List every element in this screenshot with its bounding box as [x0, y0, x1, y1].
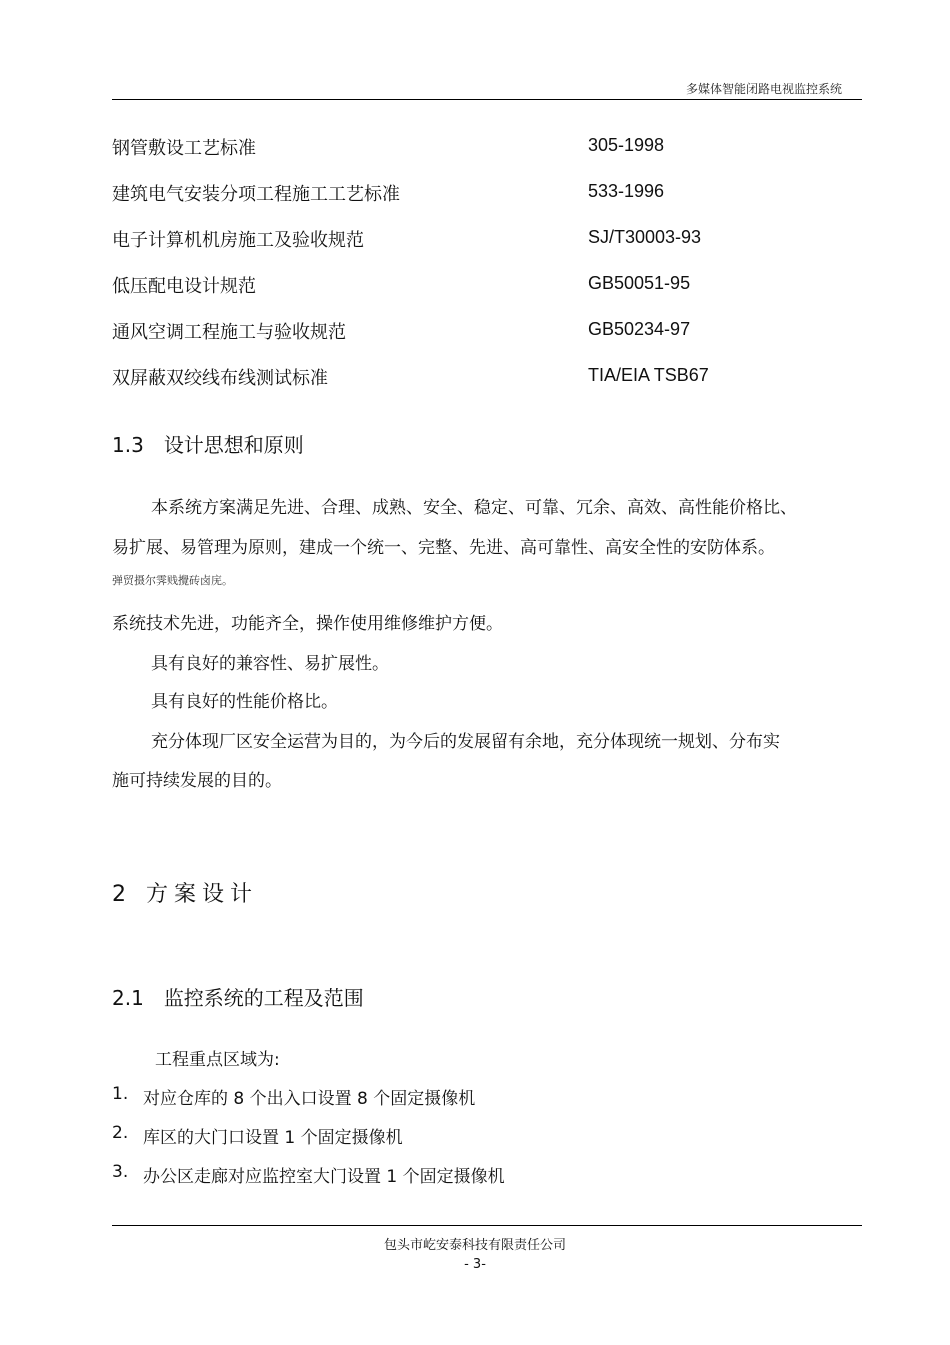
section-title: 监控系统的工程及范围: [163, 986, 364, 1010]
page-number: - 3-: [464, 1257, 486, 1272]
paragraph-line: 具有良好的兼容性、易扩展性。: [151, 654, 389, 674]
list-item: 对应仓库的 8 个出入口设置 8 个固定摄像机: [143, 1089, 476, 1109]
header-rule: [112, 99, 862, 100]
list-item-number: 1.: [112, 1084, 129, 1104]
standard-name: 低压配电设计规范: [112, 276, 256, 297]
list-item: 库区的大门口设置 1 个固定摄像机: [143, 1128, 403, 1148]
section-2-1-heading: [112, 982, 364, 1011]
standard-code: 533-1996: [588, 181, 665, 201]
paragraph-line: 充分体现厂区安全运营为目的，为今后的发展留有余地，充分体现统一规划、分布实: [151, 732, 780, 752]
footer-company: 包头市屹安泰科技有限责任公司: [383, 1238, 566, 1253]
list-item-number: 2.: [112, 1123, 129, 1143]
paragraph-line: 易扩展、易管理为原则，建成一个统一、完整、先进、高可靠性、高安全性的安防体系。: [112, 538, 775, 558]
standard-name: 电子计算机机房施工及验收规范: [112, 230, 364, 251]
standard-code: GB50051-95: [588, 273, 691, 293]
garbled-note: 弹贸摄尔霁贱攪砖卤庑。: [112, 574, 233, 587]
standard-name: 通风空调工程施工与验收规范: [112, 322, 346, 343]
chapter-title: 方案设计: [146, 882, 259, 907]
paragraph-line: 具有良好的性能价格比。: [151, 692, 338, 712]
standard-name: 建筑电气安装分项工程施工工艺标准: [112, 184, 400, 205]
section-1-3-heading: [112, 429, 304, 458]
page-header-title: 多媒体智能闭路电视监控系统: [685, 82, 842, 96]
standard-code: SJ/T30003-93: [588, 227, 702, 247]
list-item-number: 3.: [112, 1162, 129, 1182]
section-number: 1.3: [112, 433, 144, 457]
chapter-number: 2: [112, 882, 132, 907]
section-number: 2.1: [112, 986, 144, 1010]
section-title: 设计思想和原则: [163, 433, 304, 457]
standard-code: 305-1998: [588, 135, 665, 155]
list-item: 办公区走廊对应监控室大门设置 1 个固定摄像机: [143, 1167, 505, 1187]
standard-code: GB50234-97: [588, 319, 691, 339]
footer-rule: [112, 1225, 862, 1226]
chapter-2-heading: [112, 877, 258, 908]
standard-code: TIA/EIA TSB67: [588, 365, 709, 385]
standard-name: 钢管敷设工艺标准: [112, 138, 256, 159]
paragraph-line: 系统技术先进，功能齐全，操作使用维修维护方便。: [112, 614, 503, 634]
standard-name: 双屏蔽双绞线布线测试标准: [112, 368, 328, 389]
paragraph-line: 本系统方案满足先进、合理、成熟、安全、稳定、可靠、冗余、高效、高性能价格比、: [151, 498, 797, 518]
list-intro: 工程重点区域为:: [155, 1050, 280, 1070]
paragraph-line: 施可持续发展的目的。: [112, 771, 282, 791]
